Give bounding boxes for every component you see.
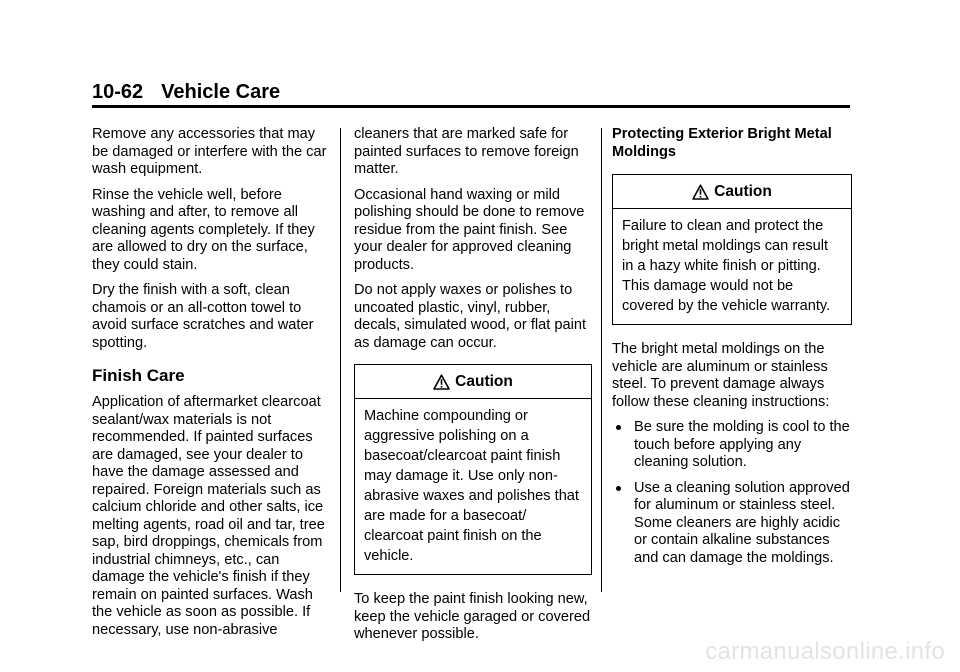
column-2 bbox=[354, 126, 592, 652]
caution-box bbox=[354, 364, 592, 575]
watermark: carmanualsonline.info bbox=[705, 638, 945, 665]
section-title: Vehicle Care bbox=[161, 81, 281, 103]
column-1 bbox=[92, 126, 332, 647]
caution-header bbox=[355, 365, 591, 399]
paragraph: Rinse the vehicle well, before washing and after, to remove all cleaning agents completely. If they are allowed to dry on the surface, they could stain. bbox=[92, 186, 315, 273]
paragraph: Application of aftermarket clearcoat sealant/wax materials is not recommended. If painted surfaces are damaged, see your dealer to have the damage assessed and repaired. Foreign materials such as calcium chloride and other salts, ice melting agents, road oil and tar, tree sap, bird droppings, chemicals from industrial chimneys, etc., can damage the vehicle's finish if they remain on painted surfaces. Wash the vehicle as soon as possible. If necessary, use non-abrasive bbox=[92, 394, 325, 638]
moldings-subheading: Protecting Exterior Bright Metal Moldings bbox=[612, 126, 832, 160]
warning-triangle-icon bbox=[433, 374, 450, 390]
caution-body: Machine compounding or aggressive polishing on a basecoat/clearcoat paint finish may damage it. Use only non-abrasive waxes and polishes that are made for a basecoat/ clearcoat paint finish on the vehicle. bbox=[364, 408, 579, 564]
list-item-text: Be sure the molding is cool to the touch before applying any cleaning solution. bbox=[634, 419, 850, 470]
paragraph: Do not apply waxes or polishes to uncoated plastic, vinyl, rubber, decals, simulated wood, or flat paint as damage can occur. bbox=[354, 282, 587, 351]
column-divider-1 bbox=[340, 128, 341, 592]
paragraph: Remove any accessories that may be damaged or interfere with the car wash equipment. bbox=[92, 126, 327, 177]
caution-body: Failure to clean and protect the bright metal moldings can result in a hazy white finish or pitting. This damage would not be covered by the vehicle warranty. bbox=[622, 218, 831, 314]
list-item-text: Use a cleaning solution approved for aluminum or stainless steel. Some cleaners are highly acidic or contain alkaline substances and can damage the moldings. bbox=[634, 479, 850, 566]
paragraph: To keep the paint finish looking new, keep the vehicle garaged or covered whenever possible. bbox=[354, 591, 591, 642]
caution-title: Caution bbox=[455, 372, 513, 390]
cleaning-instructions-list bbox=[612, 419, 852, 567]
list-item bbox=[612, 480, 852, 568]
bullet-icon bbox=[616, 425, 621, 430]
header-rule bbox=[92, 105, 850, 108]
caution-header bbox=[613, 175, 851, 209]
finish-care-heading: Finish Care bbox=[92, 366, 185, 385]
page-header bbox=[92, 80, 280, 104]
paragraph: cleaners that are marked safe for painted surfaces to remove foreign matter. bbox=[354, 126, 579, 177]
bullet-icon bbox=[616, 486, 621, 491]
column-divider-2 bbox=[601, 128, 602, 592]
list-item bbox=[612, 419, 852, 472]
caution-title: Caution bbox=[714, 182, 772, 200]
paragraph: Dry the finish with a soft, clean chamois or an all-cotton towel to avoid surface scratches and water spotting. bbox=[92, 282, 314, 351]
warning-triangle-icon bbox=[692, 184, 709, 200]
paragraph: The bright metal moldings on the vehicle are aluminum or stainless steel. To prevent damage always follow these cleaning instructions: bbox=[612, 341, 830, 410]
page-number: 10-62 bbox=[92, 81, 144, 103]
caution-box bbox=[612, 174, 852, 325]
paragraph: Occasional hand waxing or mild polishing should be done to remove residue from the paint finish. See your dealer for approved cleaning products. bbox=[354, 186, 585, 273]
column-3 bbox=[612, 126, 852, 575]
